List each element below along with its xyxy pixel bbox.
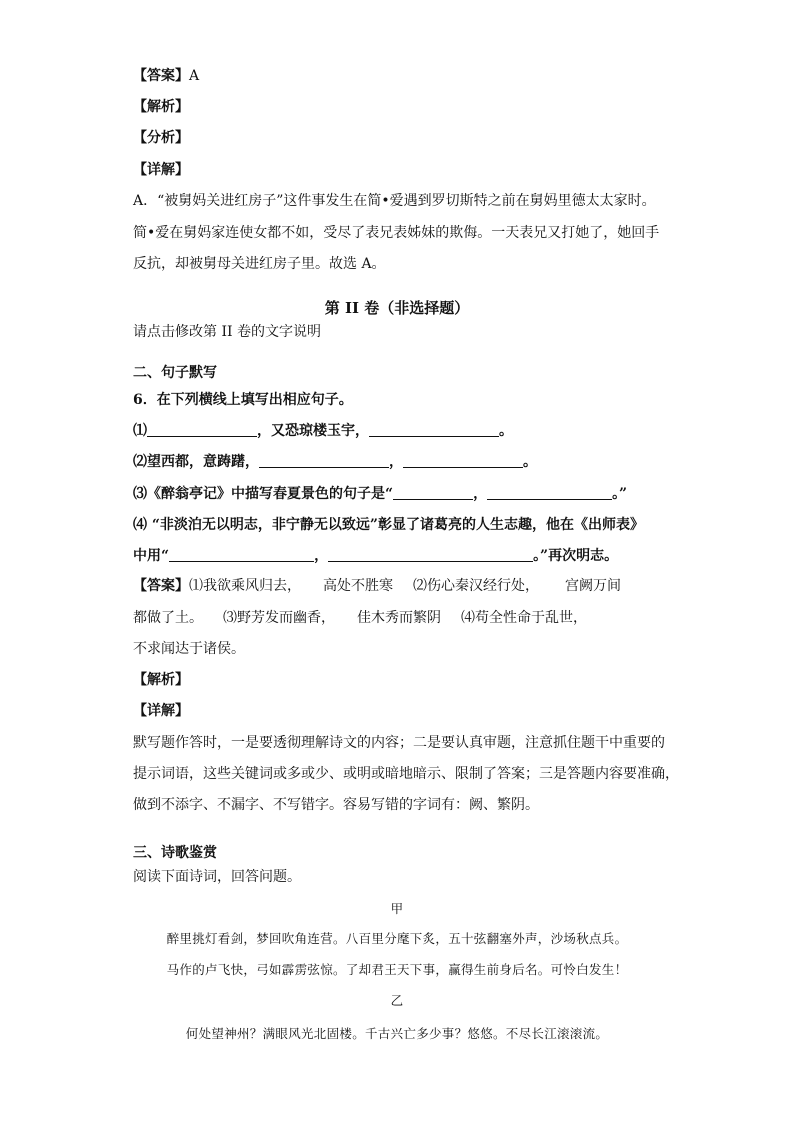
volume-title: 第 II 卷（非选择题） [324,299,470,317]
item-text: ， [389,454,403,470]
fill-item-1 [133,421,513,441]
answer-value: A [189,68,200,84]
answer-blank [403,453,523,468]
answer-line-1 [133,576,621,596]
poem-line: 马作的卢飞快，弓如霹雳弦惊。了却君王天下事，赢得生前身后名。可怜白发生！ [166,962,628,977]
item-text: 。”再次明志。 [533,548,619,564]
section-heading: 三、诗歌鉴赏 [133,845,217,861]
fenxi-label: 【分析】 [133,130,189,146]
answer-line-2 [133,608,587,628]
fill-item-2 [133,452,537,472]
poem-line: 醉里挑灯看剑，梦回吹角连营。八百里分麾下炙，五十弦翻塞外声，沙场秋点兵。 [166,931,628,946]
answer-text: 宫阙万间 [565,578,621,594]
answer-text: ⑵伤心秦汉经行处， [413,578,539,594]
instruction-text: 阅读下面诗词，回答问题。 [133,869,301,885]
answer-text: 高处不胜寒 [323,578,393,594]
item-text: ，又恐琼楼玉宇， [257,423,369,439]
item-text: ， [473,486,488,502]
analysis-label: 【解析】 [133,672,189,688]
item-text: ， [314,548,329,564]
item-text: 。 [523,454,537,470]
item-number: ⑴ [133,423,147,439]
answer-label: 【答案】 [133,578,189,594]
section-heading: 二、句子默写 [133,365,217,381]
detail-line: 做到不添字、不漏字、不写错字。容易写错的字词有：阙、繁阴。 [133,797,539,813]
poem-line: 何处望神州？满眼风光北固楼。千古兴亡多少事？悠悠。不尽长江滚滚流。 [185,1026,609,1041]
answer-blank [169,547,314,562]
question-text: 6．在下列横线上填写出相应句子。 [133,392,353,408]
item-text: 。” [612,486,628,502]
detail-label: 【详解】 [133,703,189,719]
answer-text: ⑶野芳发而幽香， [223,610,335,626]
poem-a-label: 甲 [390,901,404,916]
item-text: 中用“ [133,548,170,564]
fill-item-4-line2 [133,546,618,566]
item-text: ⑶《醉翁亭记》中描写春夏景色的句子是“ [133,486,394,502]
answer-blank [369,422,499,437]
detail-label: 【详解】 [133,162,189,178]
detail-line: 默写题作答时，一是要透彻理解诗文的内容；二是要认真审题，注意抓住题干中重要的 [133,735,665,751]
answer-text: ⑷苟全性命于乱世， [461,610,587,626]
q5-answer-line [133,66,199,86]
fill-item-3 [133,484,627,504]
volume-note: 请点击修改第 II 卷的文字说明 [133,324,321,340]
answer-text: 佳木秀而繁阴 [357,610,441,626]
poem-b-label: 乙 [390,993,404,1008]
answer-line-3: 不求闻达于诸侯。 [133,641,245,657]
detail-line: 反抗，却被舅母关进红房子里。故选 A。 [133,256,386,272]
detail-line: 提示词语，这些关键词或多或少、或明或暗地暗示、限制了答案；三是答题内容要准确， [133,766,679,782]
item-text: 。 [499,423,513,439]
item-text: ⑵望西都，意踌躇， [133,454,259,470]
answer-blank [147,422,257,437]
detail-line: 简•爱在舅妈家连使女都不如，受尽了表兄表姊妹的欺侮。一天表兄又打她了，她回手 [133,225,660,241]
answer-blank [487,485,612,500]
answer-text: ⑴我欲乘风归去， [189,578,301,594]
fill-item-4-line1: ⑷ “非淡泊无以明志，非宁静无以致远”彰显了诸葛亮的人生志趣，他在《出师表》 [133,517,644,533]
answer-label: 【答案】 [133,68,189,84]
answer-blank [328,547,533,562]
analysis-label: 【解析】 [133,99,189,115]
detail-line: A．“被舅妈关进红房子”这件事发生在简•爱遇到罗切斯特之前在舅妈里德太太家时。 [133,193,656,209]
answer-text: 都做了土。 [133,610,203,626]
answer-blank [393,485,473,500]
answer-blank [259,453,389,468]
